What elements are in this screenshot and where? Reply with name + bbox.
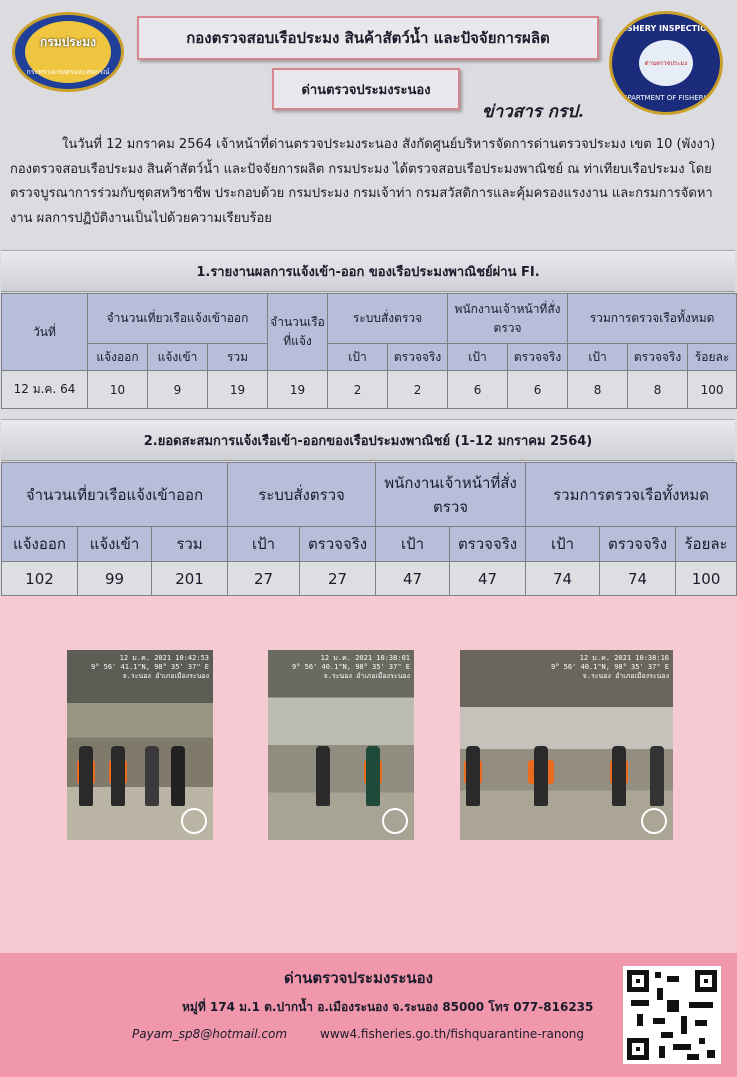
header-off-actual: ตรวจจริง: [508, 344, 568, 371]
photo-stamp: [292, 654, 410, 681]
section2-title: 2.ยอดสะสมการแจ้งเรือเข้า-ออกของเรือประมงพาณิชย์ (1-12 มกราคม 2564): [1, 419, 735, 461]
person: [79, 746, 93, 806]
qr-code-icon: [623, 966, 721, 1064]
qr-finder: [695, 970, 717, 992]
photo-stamp: [551, 654, 669, 681]
cell-sum: 201: [152, 562, 228, 596]
header-officer: พนักงานเจ้าหน้าที่สั่งตรวจ: [376, 463, 526, 527]
person: [534, 746, 548, 806]
header-trips: จำนวนเที่ยวเรือแจ้งเข้าออก: [88, 294, 268, 344]
cell-sys-actual: 27: [300, 562, 376, 596]
header-sys-target: เป้า: [228, 527, 300, 562]
cell-tot-actual: 74: [600, 562, 676, 596]
footer-address: หมู่ที่ 174 ม.1 ต.ปากน้ำ อ.เมืองระนอง จ.ระนอง 85000 โทร 077-816235: [182, 1000, 594, 1014]
cell-sys-actual: 2: [388, 371, 448, 409]
daily-report-table: [1, 293, 737, 409]
qr-module: [631, 1000, 649, 1006]
intro-paragraph: ในวันที่ 12 มกราคม 2564 เจ้าหน้าที่ด่านตรวจประมงระนอง สังกัดศูนย์บริหารจัดการด่านตรวจประมง เขต 10 (พังงา) กองตรวจสอบเรือประมง สินค้าสัตว์น้ำ และปัจจัยการผลิต กรมประมง ได้ตรวจสอบเรือประมงพาณิชย์ ณ ท่าเทียบเรือประมง โดยตรวจบูรณาการร่วมกับชุดสหวิชาชีพ ประกอบด้วย กรมประมง กรมเจ้าท่า กรมสวัสดิการและคุ้มครองแรงงาน และกรมการจัดหางาน ผลการปฏิบัติงานเป็นไปด้วยความเรียบร้อย: [10, 137, 716, 226]
emblem-name: กรมประมง: [40, 35, 96, 49]
header-out: แจ้งออก: [88, 344, 148, 371]
news-label: ข่าวสาร กรป.: [482, 102, 584, 122]
qr-module: [699, 1038, 705, 1044]
badge-center-text: ด่านตรวจประมง: [644, 60, 688, 67]
person: [111, 746, 125, 806]
cell-sys-target: 2: [328, 371, 388, 409]
header-total: รวมการตรวจเรือทั้งหมด: [568, 294, 737, 344]
qr-module: [653, 1018, 665, 1024]
qr-module: [661, 1032, 673, 1038]
qr-module: [681, 1016, 687, 1034]
footer-website: www4.fisheries.go.th/fishquarantine-ranong: [320, 1027, 585, 1041]
cell-sys-target: 27: [228, 562, 300, 596]
cell-tot-target: 74: [526, 562, 600, 596]
photo-stamp-location: จ.ระนอง อำเภอเมืองระนอง: [122, 672, 209, 680]
person: [650, 746, 664, 806]
header-sum: รวม: [152, 527, 228, 562]
header-tot-target: เป้า: [568, 344, 628, 371]
header-total: รวมการตรวจเรือทั้งหมด: [526, 463, 737, 527]
cell-off-actual: 47: [450, 562, 526, 596]
badge-bottom-text: DEPARTMENT OF FISHERIES: [617, 94, 715, 102]
qr-module: [695, 1020, 707, 1026]
cell-boats: 19: [268, 371, 328, 409]
cell-out: 10: [88, 371, 148, 409]
person: [145, 746, 159, 806]
cell-tot-target: 8: [568, 371, 628, 409]
person: [466, 746, 480, 806]
qr-finder: [627, 970, 649, 992]
header-boats: จำนวนเรือที่แจ้ง: [268, 294, 328, 371]
photo-stamp-location: จ.ระนอง อำเภอเมืองระนอง: [323, 672, 410, 680]
person: [612, 746, 626, 806]
header-date: วันที่: [2, 294, 88, 371]
inspection-photo-2: [268, 650, 414, 840]
qr-module: [637, 1014, 643, 1026]
cell-sum: 19: [208, 371, 268, 409]
cell-percent: 100: [676, 562, 737, 596]
photo-stamp-time: 12 ม.ค. 2021 10:42:53: [119, 654, 209, 662]
photo-stamp-coords: 9° 56' 40.1"N, 98° 35' 37" E: [550, 663, 669, 671]
inspection-photo-3: [460, 650, 673, 840]
department-of-fisheries-emblem-icon: [12, 12, 124, 92]
page-subtitle: ด่านตรวจประมงระนอง: [272, 68, 460, 110]
qr-finder: [627, 1038, 649, 1060]
cell-off-actual: 6: [508, 371, 568, 409]
compass-icon: [641, 808, 667, 834]
emblem-subtitle: กระทรวงเกษตรและสหกรณ์: [26, 68, 110, 76]
section1-title: 1.รายงานผลการแจ้งเข้า-ออก ของเรือประมงพาณิชย์ผ่าน FI.: [1, 250, 735, 292]
header-tot-actual: ตรวจจริง: [600, 527, 676, 562]
page-title: กองตรวจสอบเรือประมง สินค้าสัตว์น้ำ และปัจจัยการผลิต: [137, 16, 599, 60]
photo-stamp-time: 12 ม.ค. 2021 10:38:16: [579, 654, 669, 662]
compass-icon: [382, 808, 408, 834]
inspection-photo-1: [67, 650, 213, 840]
table-row: [2, 562, 737, 596]
cell-off-target: 47: [376, 562, 450, 596]
qr-module: [667, 1000, 679, 1012]
cell-tot-actual: 8: [628, 371, 688, 409]
header-percent: ร้อยละ: [688, 344, 737, 371]
header-off-target: เป้า: [376, 527, 450, 562]
header-system: ระบบสั่งตรวจ: [328, 294, 448, 344]
header-sys-actual: ตรวจจริง: [300, 527, 376, 562]
cell-date: 12 ม.ค. 64: [2, 371, 88, 409]
fishery-inspection-badge-icon: [609, 11, 723, 115]
header-sys-actual: ตรวจจริง: [388, 344, 448, 371]
photo-stamp-location: จ.ระนอง อำเภอเมืองระนอง: [582, 672, 669, 680]
table-row: [2, 371, 737, 409]
cell-out: 102: [2, 562, 78, 596]
cell-percent: 100: [688, 371, 737, 409]
photo-stamp: [91, 654, 209, 681]
qr-module: [673, 1044, 691, 1050]
header-off-actual: ตรวจจริง: [450, 527, 526, 562]
qr-module: [657, 988, 663, 1000]
header-sum: รวม: [208, 344, 268, 371]
header-in: แจ้งเข้า: [148, 344, 208, 371]
cell-off-target: 6: [448, 371, 508, 409]
cell-in: 99: [78, 562, 152, 596]
person: [366, 746, 380, 806]
header-system: ระบบสั่งตรวจ: [228, 463, 376, 527]
qr-module: [659, 1046, 665, 1058]
footer-email: Payam_sp8@hotmail.com: [132, 1027, 288, 1041]
header-off-target: เป้า: [448, 344, 508, 371]
photo-stamp-time: 12 ม.ค. 2021 10:38:01: [320, 654, 410, 662]
qr-module: [689, 1002, 713, 1008]
photo-stamp-coords: 9° 56' 41.1"N, 98° 35' 37" E: [90, 663, 209, 671]
qr-module: [707, 1050, 715, 1058]
header-officer: พนักงานเจ้าหน้าที่สั่งตรวจ: [448, 294, 568, 344]
qr-module: [655, 972, 661, 978]
header-out: แจ้งออก: [2, 527, 78, 562]
footer-office-name: ด่านตรวจประมงระนอง: [284, 969, 433, 987]
person: [171, 746, 185, 806]
person: [316, 746, 330, 806]
header-sys-target: เป้า: [328, 344, 388, 371]
cumulative-report-table: [1, 462, 737, 596]
header-percent: ร้อยละ: [676, 527, 737, 562]
header-tot-actual: ตรวจจริง: [628, 344, 688, 371]
header-in: แจ้งเข้า: [78, 527, 152, 562]
cell-in: 9: [148, 371, 208, 409]
header-tot-target: เป้า: [526, 527, 600, 562]
badge-top-text: FISHERY INSPECTION: [618, 24, 714, 33]
qr-module: [667, 976, 679, 982]
compass-icon: [181, 808, 207, 834]
header-trips: จำนวนเที่ยวเรือแจ้งเข้าออก: [2, 463, 228, 527]
qr-module: [687, 1054, 699, 1060]
photo-stamp-coords: 9° 56' 40.1"N, 98° 35' 37" E: [291, 663, 410, 671]
